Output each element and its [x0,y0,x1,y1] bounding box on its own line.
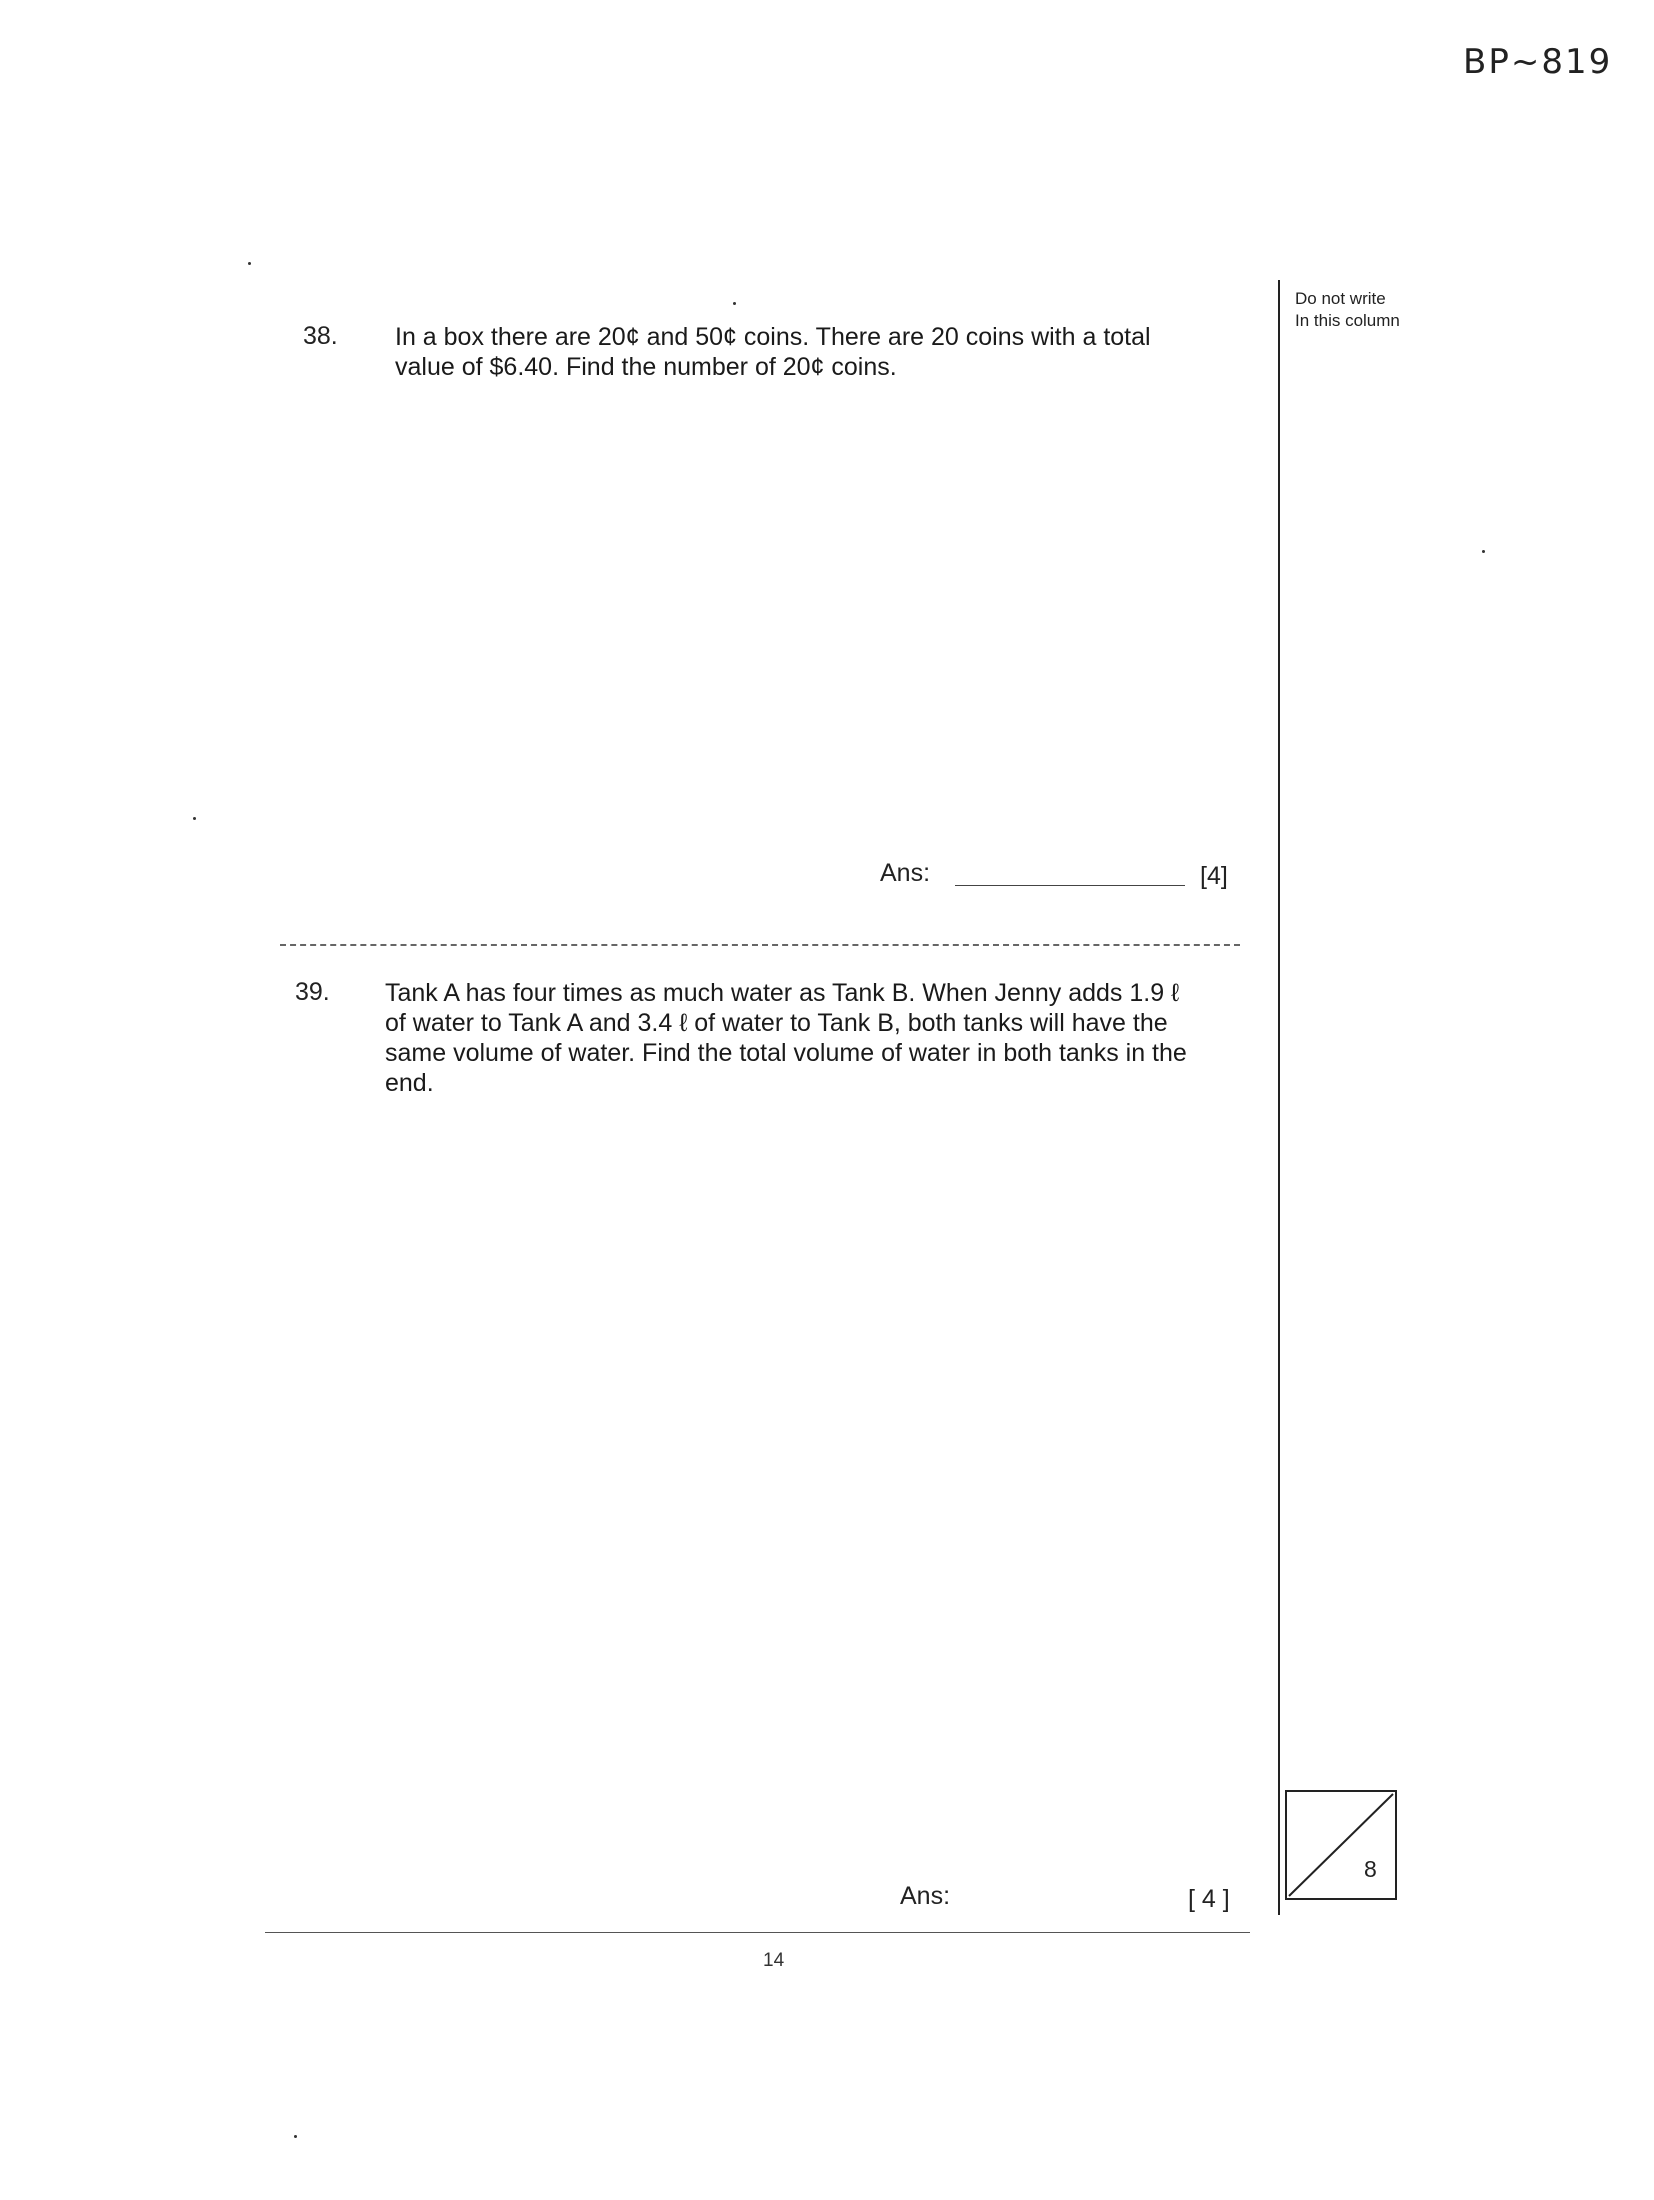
question-38-number: 38. [303,322,338,350]
bottom-rule [265,1932,1250,1933]
question-38-line-2: value of $6.40. Find the number of 20¢ coins. [395,353,897,381]
margin-note-line-1: Do not write [1295,289,1386,308]
margin-column-note [1295,288,1400,332]
question-39-line-3: same volume of water. Find the total volume of water in both tanks in the [385,1039,1187,1067]
question-39-answer-blank[interactable] [975,1910,1155,1911]
question-39-text [385,978,1265,1098]
scan-speck [1482,550,1485,553]
question-38-ans-label: Ans: [880,859,931,887]
question-separator [280,944,1240,946]
score-box [1285,1790,1397,1900]
scan-speck [733,302,736,305]
scan-speck [294,2135,297,2138]
question-39-line-1: Tank A has four times as much water as Tank B. When Jenny adds 1.9 ℓ [385,979,1180,1007]
question-38-answer-blank[interactable] [955,885,1185,886]
scan-speck [193,817,196,820]
document-code: BP~819 [1463,42,1613,82]
score-box-diagonal [1287,1792,1395,1898]
question-38-marks: [4] [1200,862,1228,890]
score-box-total: 8 [1364,1856,1377,1882]
question-39-marks: [ 4 ] [1188,1885,1230,1913]
scan-speck [248,262,251,265]
question-39-line-2: of water to Tank A and 3.4 ℓ of water to Tank B, both tanks will have the [385,1009,1168,1037]
question-39-number: 39. [295,978,330,1006]
question-38-text [395,322,1235,382]
margin-column-rule [1278,280,1280,1915]
question-38-line-1: In a box there are 20¢ and 50¢ coins. There are 20 coins with a total [395,323,1151,351]
page-number: 14 [763,1950,785,1971]
question-39-line-4: end. [385,1069,434,1097]
margin-note-line-2: In this column [1295,311,1400,330]
question-39-ans-label: Ans: [900,1882,951,1910]
